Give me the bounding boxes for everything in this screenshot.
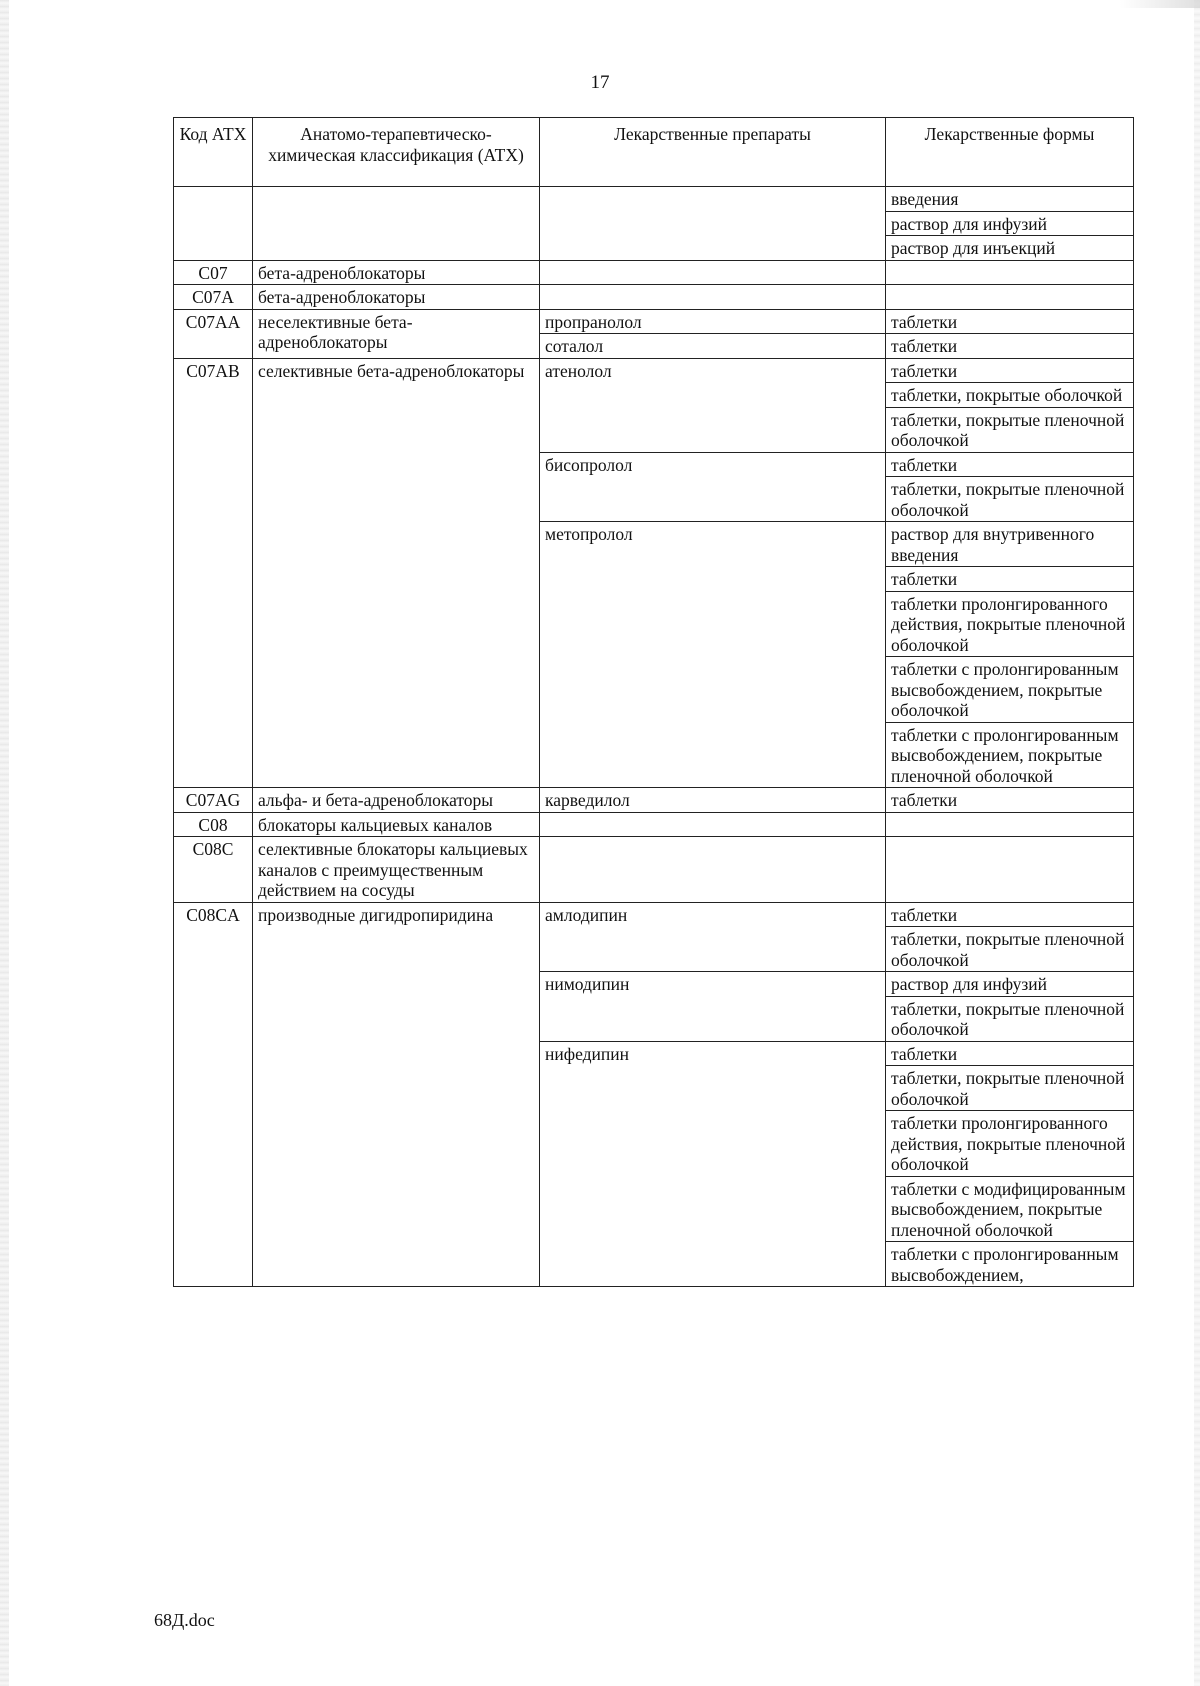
- drug-name-cell: соталол: [540, 334, 886, 359]
- dosage-form-cell: таблетки: [886, 1041, 1134, 1066]
- header-drugs: Лекарственные препараты: [540, 118, 886, 187]
- header-forms: Лекарственные формы: [886, 118, 1134, 187]
- dosage-form-cell: таблетки пролонгированного действия, покрытые пленочной оболочкой: [886, 1111, 1134, 1177]
- dosage-form-cell: таблетки, покрытые пленочной оболочкой: [886, 996, 1134, 1041]
- drug-name-cell: атенолол: [540, 358, 886, 452]
- dosage-form-cell: таблетки: [886, 358, 1134, 383]
- table-header-row: [174, 118, 1134, 187]
- dosage-form-cell: [886, 837, 1134, 903]
- dosage-form-cell: [886, 812, 1134, 837]
- dosage-form-cell: таблетки, покрытые пленочной оболочкой: [886, 407, 1134, 452]
- dosage-form-cell: таблетки: [886, 334, 1134, 359]
- dosage-form-cell: раствор для внутривенного введения: [886, 522, 1134, 567]
- table-row: [174, 260, 1134, 285]
- dosage-form-cell: [886, 260, 1134, 285]
- drug-name-cell: нифедипин: [540, 1041, 886, 1287]
- drug-name-cell: [540, 837, 886, 903]
- header-code: Код АТХ: [174, 118, 253, 187]
- atx-classification-cell: блокаторы кальциевых каналов: [253, 812, 540, 837]
- atx-code-cell: C07: [174, 260, 253, 285]
- scan-corner-shadow: [1120, 0, 1200, 8]
- atx-code-cell: C08: [174, 812, 253, 837]
- dosage-form-cell: [886, 285, 1134, 310]
- atx-classification-cell: производные дигидропиридина: [253, 902, 540, 1287]
- table-row: [174, 788, 1134, 813]
- dosage-form-cell: раствор для инфузий: [886, 972, 1134, 997]
- dosage-form-cell: таблетки с пролонгированным высвобождением, покрытые оболочкой: [886, 657, 1134, 723]
- dosage-form-cell: таблетки: [886, 902, 1134, 927]
- scan-edge-right: [1194, 0, 1200, 1686]
- atx-table-body: [174, 187, 1134, 1287]
- table-row: [174, 187, 1134, 212]
- atx-code-cell: C08C: [174, 837, 253, 903]
- dosage-form-cell: таблетки: [886, 567, 1134, 592]
- drug-name-cell: пропранолол: [540, 309, 886, 334]
- atx-classification-cell: альфа- и бета-адреноблокаторы: [253, 788, 540, 813]
- dosage-form-cell: таблетки с пролонгированным высвобождением, покрытые пленочной оболочкой: [886, 722, 1134, 788]
- dosage-form-cell: раствор для инфузий: [886, 211, 1134, 236]
- atx-code-cell: C07A: [174, 285, 253, 310]
- drug-name-cell: карведилол: [540, 788, 886, 813]
- table-row: [174, 285, 1134, 310]
- dosage-form-cell: таблетки, покрытые пленочной оболочкой: [886, 477, 1134, 522]
- dosage-form-cell: раствор для инъекций: [886, 236, 1134, 261]
- table-row: [174, 358, 1134, 383]
- dosage-form-cell: таблетки, покрытые оболочкой: [886, 383, 1134, 408]
- page-number: 17: [590, 72, 610, 93]
- atx-code-cell: C08CA: [174, 902, 253, 1287]
- table-row: [174, 309, 1134, 334]
- atx-classification-cell: бета-адреноблокаторы: [253, 260, 540, 285]
- atx-classification-cell: селективные блокаторы кальциевых каналов с преимущественным действием на сосуды: [253, 837, 540, 903]
- dosage-form-cell: таблетки: [886, 452, 1134, 477]
- atx-code-cell: [174, 187, 253, 261]
- drug-name-cell: [540, 812, 886, 837]
- drug-name-cell: [540, 285, 886, 310]
- header-classification: Анатомо-терапевтическо-химическая классификация (АТХ): [253, 118, 540, 187]
- atx-code-cell: C07AG: [174, 788, 253, 813]
- scan-edge-left: [0, 0, 9, 1686]
- atx-classification-cell: [253, 187, 540, 261]
- dosage-form-cell: таблетки с пролонгированным высвобождением,: [886, 1242, 1134, 1287]
- atx-code-cell: C07AA: [174, 309, 253, 358]
- dosage-form-cell: таблетки: [886, 309, 1134, 334]
- drug-name-cell: бисопролол: [540, 452, 886, 522]
- drug-name-cell: нимодипин: [540, 972, 886, 1042]
- drug-name-cell: метопролол: [540, 522, 886, 788]
- dosage-form-cell: таблетки пролонгированного действия, покрытые пленочной оболочкой: [886, 591, 1134, 657]
- dosage-form-cell: таблетки, покрытые пленочной оболочкой: [886, 1066, 1134, 1111]
- atx-classification-cell: неселективные бета-адреноблокаторы: [253, 309, 540, 358]
- drug-name-cell: [540, 187, 886, 261]
- drug-name-cell: амлодипин: [540, 902, 886, 972]
- table-row: [174, 812, 1134, 837]
- dosage-form-cell: введения: [886, 187, 1134, 212]
- atx-code-cell: C07AB: [174, 358, 253, 788]
- dosage-form-cell: таблетки: [886, 788, 1134, 813]
- table-row: [174, 837, 1134, 903]
- dosage-form-cell: таблетки с модифицированным высвобождением, покрытые пленочной оболочкой: [886, 1176, 1134, 1242]
- atx-classification-cell: селективные бета-адреноблокаторы: [253, 358, 540, 788]
- atx-classification-cell: бета-адреноблокаторы: [253, 285, 540, 310]
- table-row: [174, 902, 1134, 927]
- drug-name-cell: [540, 260, 886, 285]
- footer-filename: 68Д.doc: [154, 1610, 215, 1630]
- dosage-form-cell: таблетки, покрытые пленочной оболочкой: [886, 927, 1134, 972]
- atx-table: [173, 117, 1134, 1287]
